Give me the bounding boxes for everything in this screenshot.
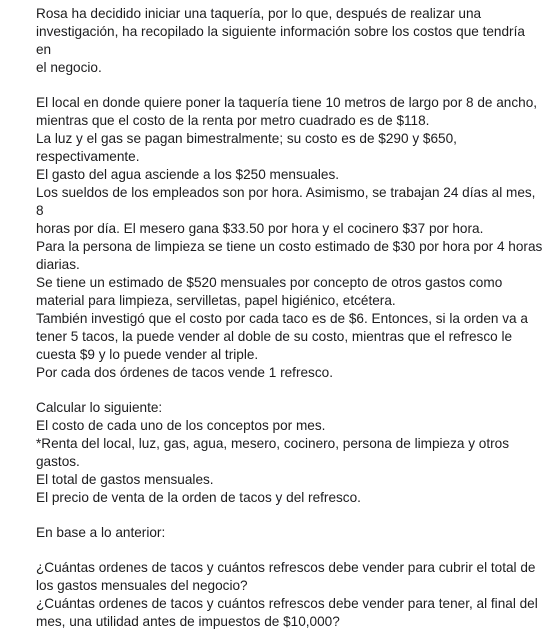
calc-item: El precio de venta de la orden de tacos y del refresco. [36,490,361,505]
calc-heading: Calcular lo siguiente: [36,400,163,415]
base-heading: En base a lo anterior: [36,525,166,540]
paragraph-gap [36,77,543,94]
info-cleaning: Para la persona de limpieza se tiene un costo estimado de $30 por hora por 4 horas diarias. [36,239,543,272]
info-other-expenses: Se tiene un estimado de $520 mensuales por concepto de otros gastos como material para limpieza, servilletas, papel higiénico, etcétera. [36,275,503,308]
calc-item: El total de gastos mensuales. [36,472,214,487]
info-taco-cost: También investigó que el costo por cada taco es de $6. Entonces, si la orden va a tener 5 tacos, la puede vender al doble de su costo, mientras que el refresco le cuesta $9 y lo puede vender al triple. [36,311,528,362]
question-item: ¿Cuántas ordenes de tacos y cuántos refrescos debe vender para cubrir el total de los gastos mensuales del negocio? [36,560,536,593]
info-utilities: La luz y el gas se pagan bimestralmente; su costo es de $290 y $650, respectivamente. [36,131,457,164]
info-salaries: Los sueldos de los empleados son por hora. Asimismo, se trabajan 24 días al mes, 8 horas por día. El mesero gana $33.50 por hora y el cocinero $37 por hora. [36,185,536,236]
paragraph-gap [36,542,543,559]
calc-item: El costo de cada uno de los conceptos por mes. [36,418,326,433]
question-item: ¿Cuántas ordenes de tacos y cuántos refrescos debe vender para tener, al final del mes, una utilidad antes de impuestos de $10,000? [36,596,538,629]
paragraph-gap [36,507,543,524]
info-water: El gasto del agua asciende a los $250 mensuales. [36,167,340,182]
info-soda-ratio: Por cada dos órdenes de tacos vende 1 refresco. [36,365,333,380]
calc-item: *Renta del local, luz, gas, agua, mesero, cocinero, persona de limpieza y otros gastos. [36,436,510,469]
paragraph-gap [36,382,543,399]
intro-paragraph: Rosa ha decidido iniciar una taquería, por lo que, después de realizar una investigación, ha recopilado la siguiente información sobre los costos que tendría en el negocio. [36,6,525,75]
info-rent: El local en donde quiere poner la taquería tiene 10 metros de largo por 8 de ancho, mientras que el costo de la renta por metro cuadrado es de $118. [36,95,538,128]
